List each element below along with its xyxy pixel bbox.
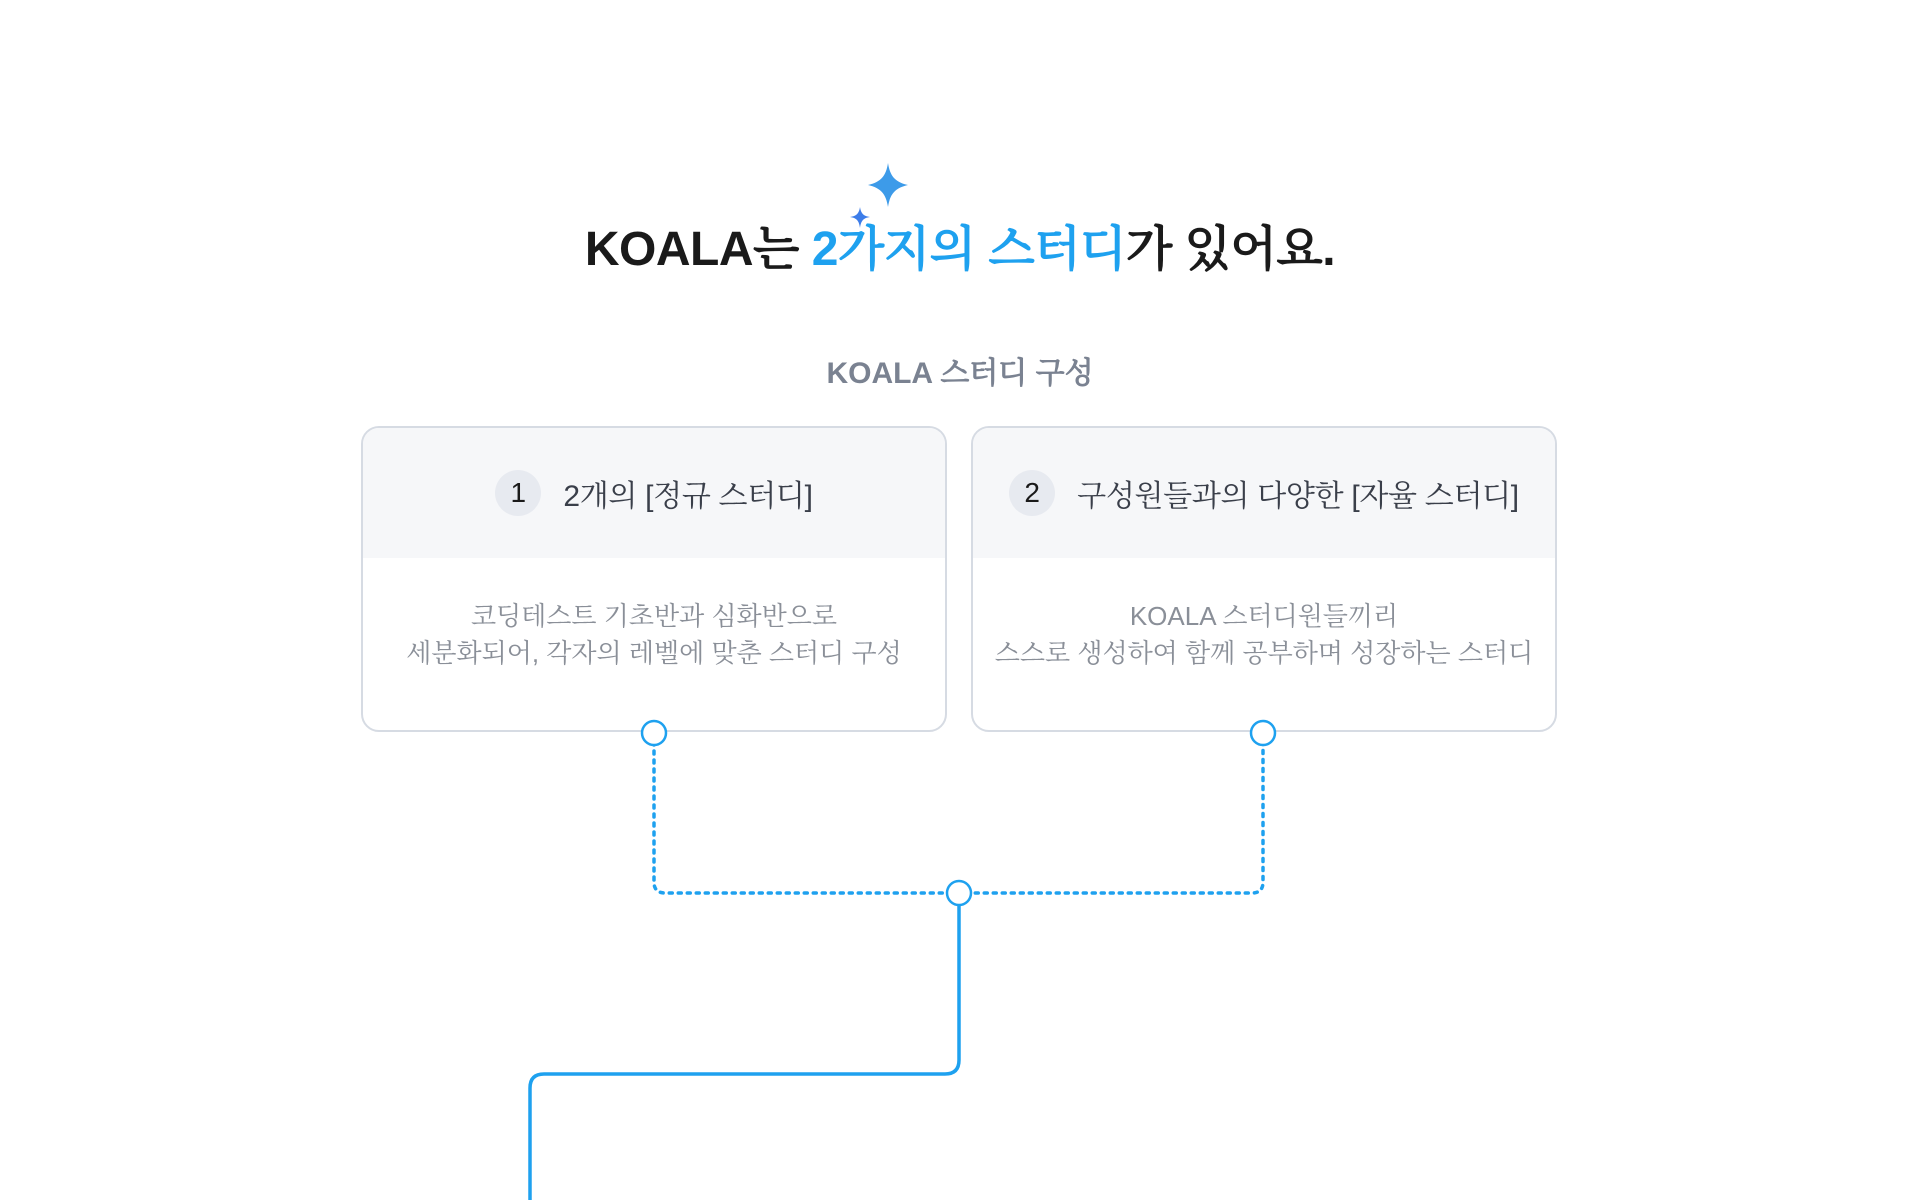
card-header [973, 428, 1555, 558]
card-title: 구성원들과의 다양한 [자율 스터디] [1077, 480, 1519, 513]
card-description-line: 코딩테스트 기초반과 심화반으로 [470, 601, 838, 631]
solid-connector-line [530, 893, 959, 1200]
number-badge: 1 [495, 470, 541, 516]
title-prefix: KOALA는 [584, 223, 812, 276]
number-badge: 2 [1009, 470, 1055, 516]
connector-node-center [947, 881, 971, 905]
self-study-card [971, 426, 1557, 732]
card-description-line: 세분화되어, 각자의 레벨에 맞춘 스터디 구성 [406, 638, 902, 668]
section-label: KOALA 스터디 구성 [826, 357, 1094, 390]
page-title [0, 220, 1920, 280]
card-title: 2개의 [정규 스터디] [563, 480, 813, 513]
regular-study-card [361, 426, 947, 732]
card-description [973, 558, 1555, 672]
title-suffix: 가 있어요. [1125, 223, 1336, 276]
card-header [363, 428, 945, 558]
card-description-line: 스스로 생성하여 함께 공부하며 성장하는 스터디 [994, 638, 1534, 668]
dotted-connector-line [654, 733, 1263, 893]
card-description [363, 558, 945, 672]
title-accent: 2가지의 스터디 [811, 223, 1126, 276]
card-description-line: KOALA 스터디원들끼리 [1129, 601, 1399, 631]
